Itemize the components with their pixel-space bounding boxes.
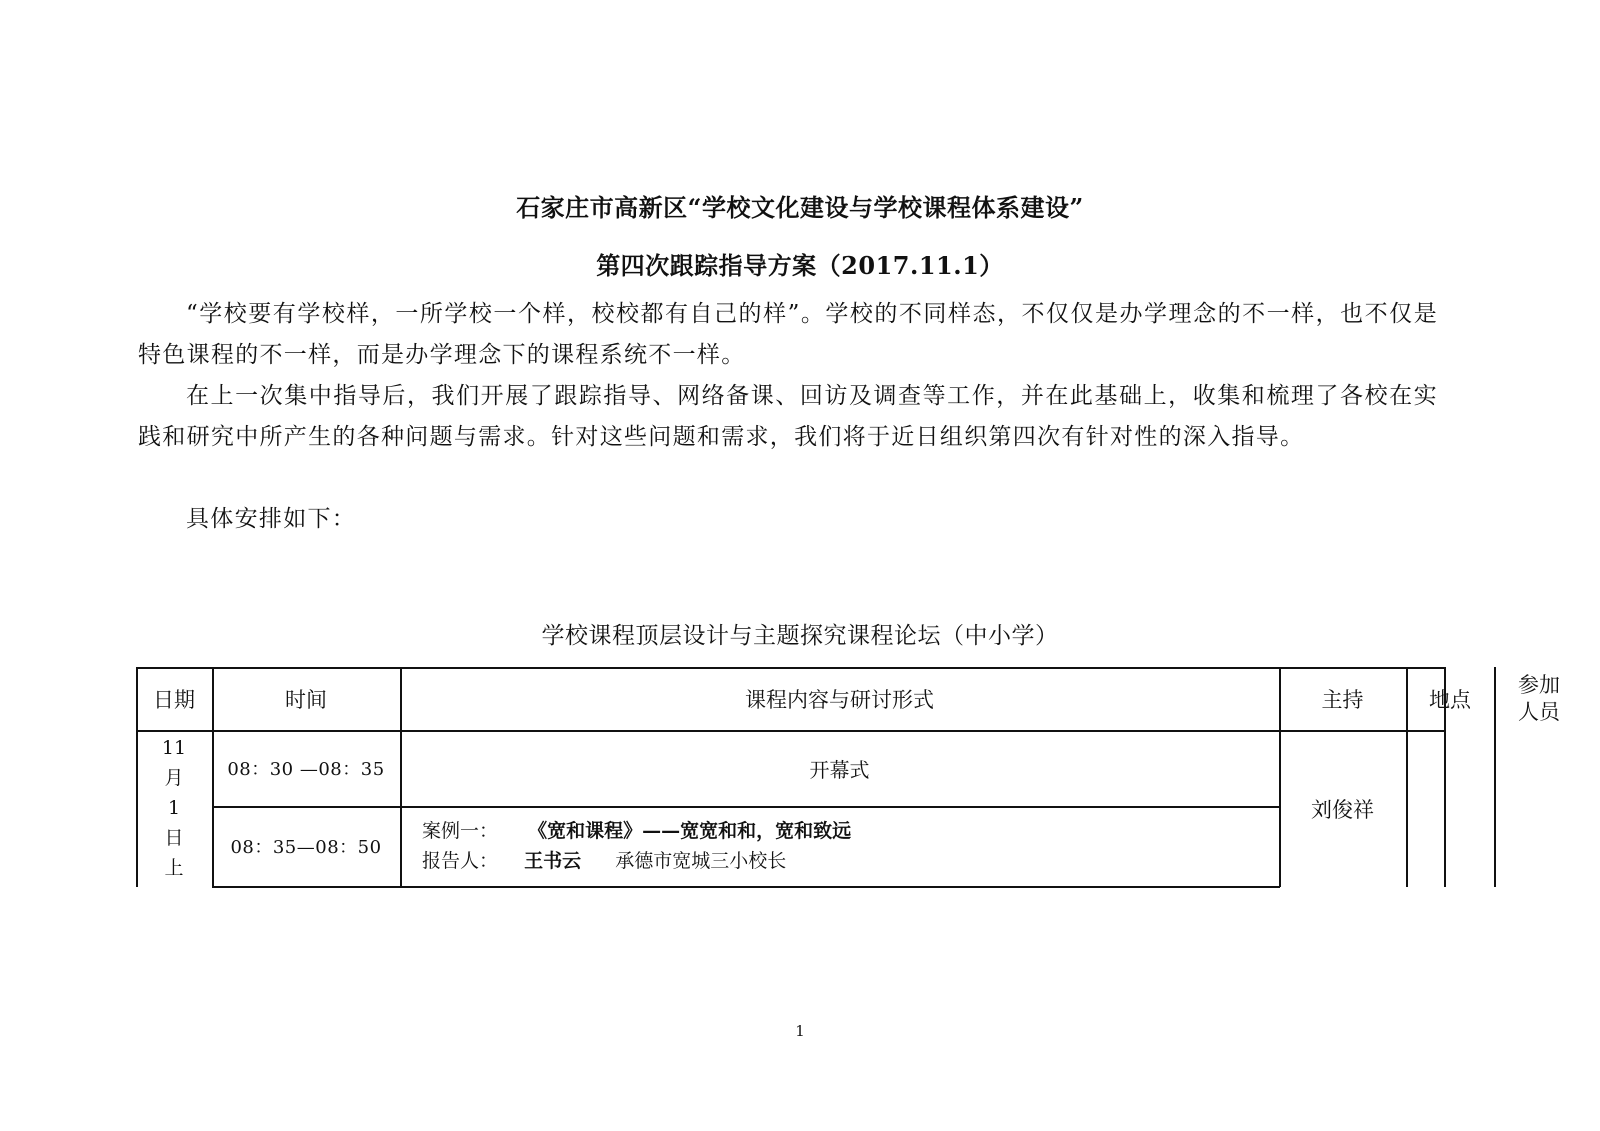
date-cell <box>136 733 212 887</box>
document-title-line1: 石家庄市高新区“学校文化建设与学校课程体系建设” <box>516 193 1084 222</box>
header-location: 地点 <box>1429 687 1471 712</box>
table-title: 学校课程顶层设计与主题探究课程论坛（中小学） <box>541 623 1059 649</box>
row1-time: 08：30 —08：35 <box>227 759 385 780</box>
row2-time: 08：35—08：50 <box>230 837 382 858</box>
header-content: 课程内容与研讨形式 <box>745 687 934 712</box>
intro-paragraph-3: 具体安排如下： <box>186 506 357 532</box>
table-overlay <box>136 667 1560 887</box>
header-participants <box>1494 667 1584 730</box>
header-date: 日期 <box>153 687 195 712</box>
host-cell: 刘俊祥 <box>1311 797 1374 822</box>
row1-content: 开幕式 <box>809 757 870 782</box>
reporter-name: 王书云 <box>524 850 582 872</box>
case-title: 《宽和课程》——宽宽和和，宽和致远 <box>528 820 852 842</box>
header-participants-line1: 参加 <box>1518 672 1560 697</box>
date-char: 日 <box>164 827 184 849</box>
page-number: 1 <box>795 1022 805 1040</box>
intro-paragraph-1: “学校要有学校样，一所学校一个样，校校都有自己的样”。学校的不同样态，不仅仅是办学理念的不一样，也不仅是特色课程的不一样，而是办学理念下的课程系统不一样。 <box>138 301 1438 368</box>
row2-content-line2 <box>422 846 786 876</box>
reporter-prefix: 报告人： <box>422 850 499 872</box>
header-time: 时间 <box>285 687 327 712</box>
intro-paragraph-2: 在上一次集中指导后，我们开展了跟踪指导、网络备课、回访及调查等工作，并在此基础上，收集和梳理了各校在实践和研究中所产生的各种问题与需求。针对这些问题和需求，我们将于近日组织第四次有针对性的深入指导。 <box>138 383 1438 450</box>
row2-content <box>422 806 1272 886</box>
case-prefix: 案例一： <box>422 820 499 842</box>
date-char: 月 <box>164 767 184 789</box>
date-char: 1 <box>167 797 181 819</box>
date-char: 上 <box>164 857 184 879</box>
header-host: 主持 <box>1321 687 1364 712</box>
row2-content-line1 <box>422 816 851 846</box>
date-char: 11 <box>161 737 187 759</box>
header-participants-line2: 人员 <box>1518 699 1560 724</box>
reporter-org: 承德市宽城三小校长 <box>615 850 787 872</box>
document-title-line2: 第四次跟踪指导方案（2017.11.1） <box>596 251 1004 280</box>
row2-bottom-rule <box>212 886 1280 888</box>
